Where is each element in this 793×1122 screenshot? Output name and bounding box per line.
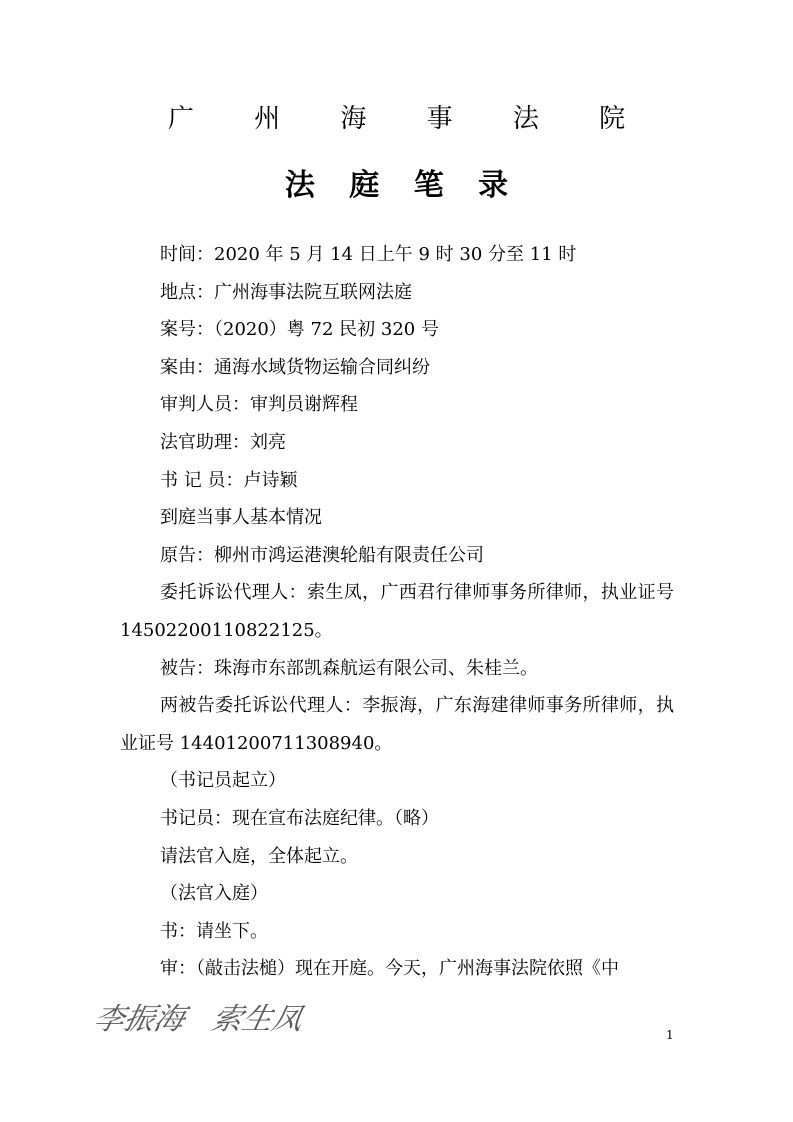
signature-1: 李振海 [90, 1002, 188, 1037]
page-number: 1 [666, 1028, 674, 1042]
handwritten-signatures [90, 994, 307, 1038]
record-line-clerk: 书 记 员：卢诗颖 [160, 469, 298, 491]
record-line-be-seated: 书：请坐下。 [160, 920, 268, 942]
record-line-judge-enters: （法官入庭） [160, 883, 268, 905]
record-line-location: 地点：广州海事法院互联网法庭 [160, 281, 412, 303]
record-line-defendant-agent: 两被告委托诉讼代理人：李振海，广东海建律师事务所律师，执业证号 14401200711308940。 [120, 695, 674, 754]
record-line-time: 时间：2020 年 5 月 14 日上午 9 时 30 分至 11 时 [160, 244, 577, 265]
record-line-case-number: 案号：（2020）粤 72 民初 320 号 [160, 319, 439, 341]
record-line-clerk-stands: （书记员起立） [160, 770, 286, 792]
record-line-plaintiff: 原告：柳州市鸿运港澳轮船有限责任公司 [160, 544, 484, 566]
record-line-court-rules: 书记员：现在宣布法庭纪律。（略） [160, 807, 439, 829]
signature-2: 索生凤 [208, 1002, 306, 1037]
record-line-all-rise: 请法官入庭，全体起立。 [160, 845, 358, 867]
document-title: 法 庭 笔 录 [284, 168, 521, 203]
record-line-judge: 审判人员：审判员谢辉程 [160, 394, 358, 416]
record-line-case-cause: 案由：通海水域货物运输合同纠纷 [160, 356, 430, 378]
record-line-parties-heading: 到庭当事人基本情况 [160, 507, 322, 529]
record-line-assistant: 法官助理：刘亮 [160, 431, 286, 453]
record-body [120, 236, 674, 988]
record-line-session-open: 审：（敲击法槌）现在开庭。今天，广州海事法院依照《中 [160, 958, 619, 980]
record-line-plaintiff-agent: 委托诉讼代理人：索生凤，广西君行律师事务所律师，执业证号 14502200110822125。 [120, 582, 674, 641]
record-line-defendant: 被告：珠海市东部凯森航运有限公司、朱桂兰。 [160, 657, 538, 679]
court-name: 广 州 海 事 法 院 [167, 104, 652, 134]
